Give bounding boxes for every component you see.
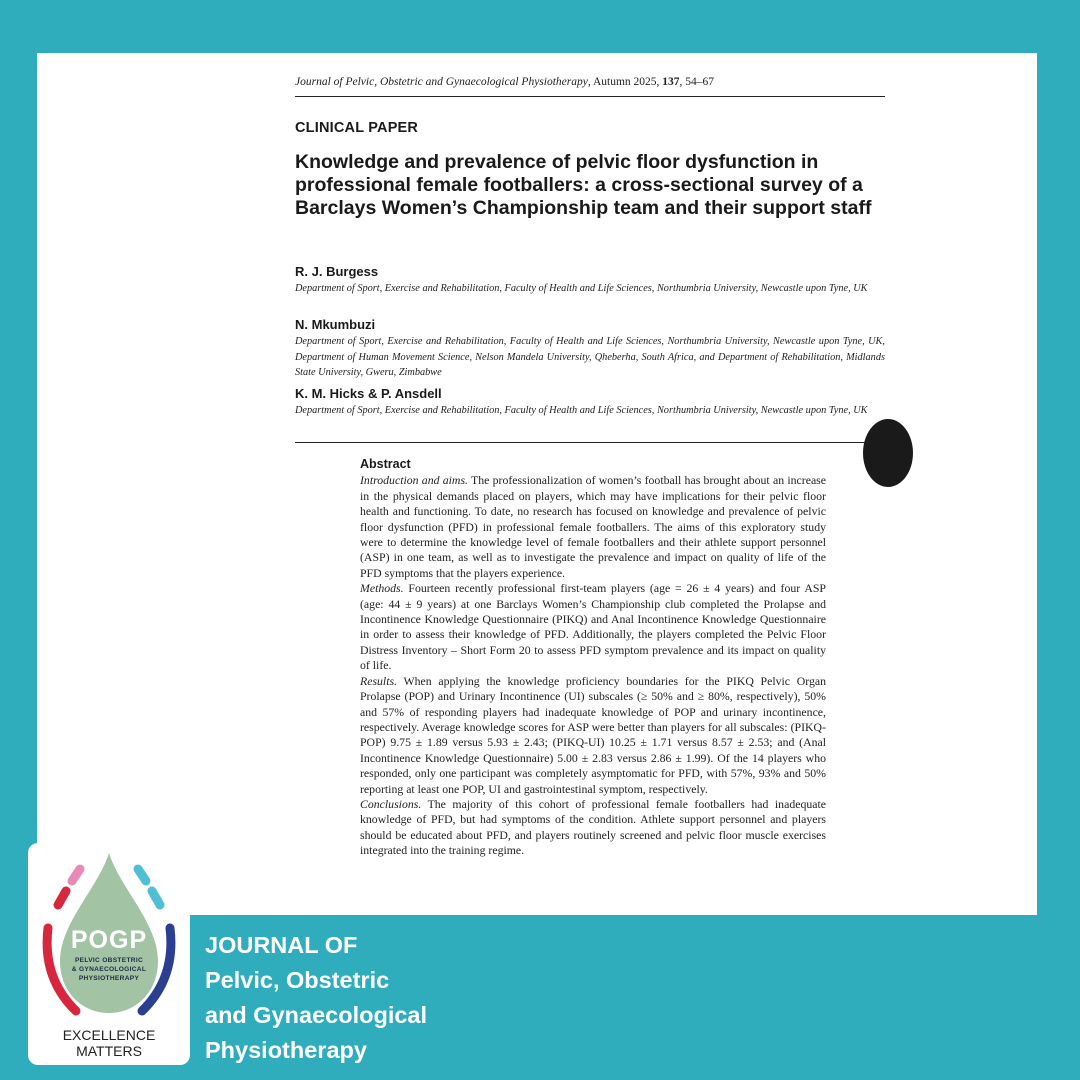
- paper-title: Knowledge and prevalence of pelvic floor dysfunction in professional female footballers: a cross-sectional survey of a Barclays Women’s Championship team and their support staff: [295, 151, 872, 219]
- page-tab-marker: [863, 419, 913, 487]
- abstract-section-lead: Introduction and aims.: [360, 473, 468, 488]
- logo-tagline: [28, 1027, 190, 1059]
- author-affiliation: Department of Sport, Exercise and Rehabilitation, Faculty of Health and Life Sciences, Northumbria University, Newcastle upon Tyne, UK: [295, 283, 868, 294]
- logo-subtitle: [64, 956, 154, 983]
- section-label: CLINICAL PAPER: [295, 120, 419, 136]
- abstract-section-text: Fourteen recently professional first-team players (age = 26 ± 4 years) and four ASP (age: 44 ± 9 years) at one Barclays Women’s Championship club completed the Prolapse and Incontinence Knowledge Questionnaire (PIKQ) and Anal Incontinence Knowledge Questionnaire in order to assess their knowledge of PFD. Additionally, the players completed the Pelvic Floor Distress Inventory – Short Form 20 to assess PFD symptom prevalence and its impact on quality of life.: [360, 581, 826, 673]
- logo-tagline-line: MATTERS: [76, 1043, 142, 1059]
- logo-subtitle-line: PELVIC OBSTETRIC: [74, 957, 144, 964]
- logo-subtitle-line: PHYSIOTHERAPY: [78, 975, 140, 982]
- abstract-section-lead: Results.: [360, 673, 398, 688]
- abstract-section: [360, 674, 826, 797]
- author-name: K. M. Hicks & P. Ansdell: [295, 386, 442, 401]
- journal-volume: 137: [662, 76, 680, 88]
- journal-date: , Autumn 2025,: [587, 76, 663, 88]
- logo-tagline-line: EXCELLENCE: [62, 1027, 156, 1043]
- abstract-section: [360, 473, 826, 581]
- brand-line: Physiotherapy: [205, 1037, 367, 1063]
- journal-pages: , 54–67: [679, 76, 715, 88]
- brand-line: JOURNAL OF: [205, 932, 358, 958]
- abstract-section-text: The professionalization of women’s football has brought about an increase in the physical demands placed on players, which may have implications for their pelvic floor health and functioning. To date, no research has focused on knowledge and prevalence of pelvic floor dysfunction (PFD) in professional female footballers. The aims of this exploratory study were to determine the knowledge level of female footballers and their athlete support personnel (ASP) in one team, as well as to investigate the prevalence and impact on quality of life of the PFD symptoms that the players experience.: [360, 473, 827, 580]
- top-divider: [295, 96, 885, 97]
- abstract-section: [360, 797, 826, 859]
- logo-subtitle-line: & GYNAECOLOGICAL: [71, 966, 147, 973]
- paper-page: [37, 53, 1037, 915]
- journal-brand-title: [205, 928, 525, 1068]
- brand-line: and Gynaecological: [205, 1002, 428, 1028]
- abstract-section-lead: Methods.: [360, 581, 404, 596]
- journal-reference: [295, 76, 885, 88]
- journal-name: Journal of Pelvic, Obstetric and Gynaecological Physiotherapy: [295, 76, 588, 88]
- abstract-heading: Abstract: [360, 457, 411, 471]
- pogp-logo: [28, 843, 190, 1065]
- abstract: [360, 457, 826, 859]
- logo-acronym: POGP: [70, 926, 148, 954]
- author-affiliation: Department of Sport, Exercise and Rehabilitation, Faculty of Health and Life Sciences, Northumbria University, Newcastle upon Tyne, UK, Department of Human Movement Science, Nelson Mandela University, Qheberha, South Africa, and Department of Rehabilitation, Midlands State University, Gweru, Zimbabwe: [295, 336, 885, 378]
- abstract-section-text: The majority of this cohort of professional female footballers had inadequate knowledge of PFD, but had symptoms of the condition. Athlete support personnel and players should be educated about PFD, and players routinely screened and pelvic floor muscle exercises integrated into the training regime.: [360, 796, 826, 858]
- author-name: R. J. Burgess: [295, 264, 379, 279]
- abstract-section-lead: Conclusions.: [360, 796, 422, 811]
- bottom-divider: [295, 442, 900, 443]
- author-affiliation: Department of Sport, Exercise and Rehabilitation, Faculty of Health and Life Sciences, Northumbria University, Newcastle upon Tyne, UK: [295, 405, 868, 416]
- abstract-section: [360, 581, 826, 673]
- abstract-section-text: When applying the knowledge proficiency boundaries for the PIKQ Pelvic Organ Prolapse (POP) and Urinary Incontinence (UI) subscales (≥ 50% and ≥ 80%, respectively), 50% and 57% of responding players had inadequate knowledge of POP and urinary incontinence, respectively. Average knowledge scores for ASP were better than players for all subscales: (PIKQ-POP) 9.75 ± 1.89 versus 5.93 ± 2.43; (PIKQ-UI) 10.25 ± 1.71 versus 8.57 ± 2.53; and (Anal Incontinence Knowledge Questionnaire) 5.00 ± 2.83 versus 2.86 ± 1.99). Of the 14 players who responded, only one participant was completely asymptomatic for PFD, with 57%, 93% and 50% reporting at least one POP, UI and gastrointestinal symptom, respectively.: [360, 673, 826, 796]
- brand-line: Pelvic, Obstetric: [205, 967, 390, 993]
- author-name: N. Mkumbuzi: [295, 317, 376, 332]
